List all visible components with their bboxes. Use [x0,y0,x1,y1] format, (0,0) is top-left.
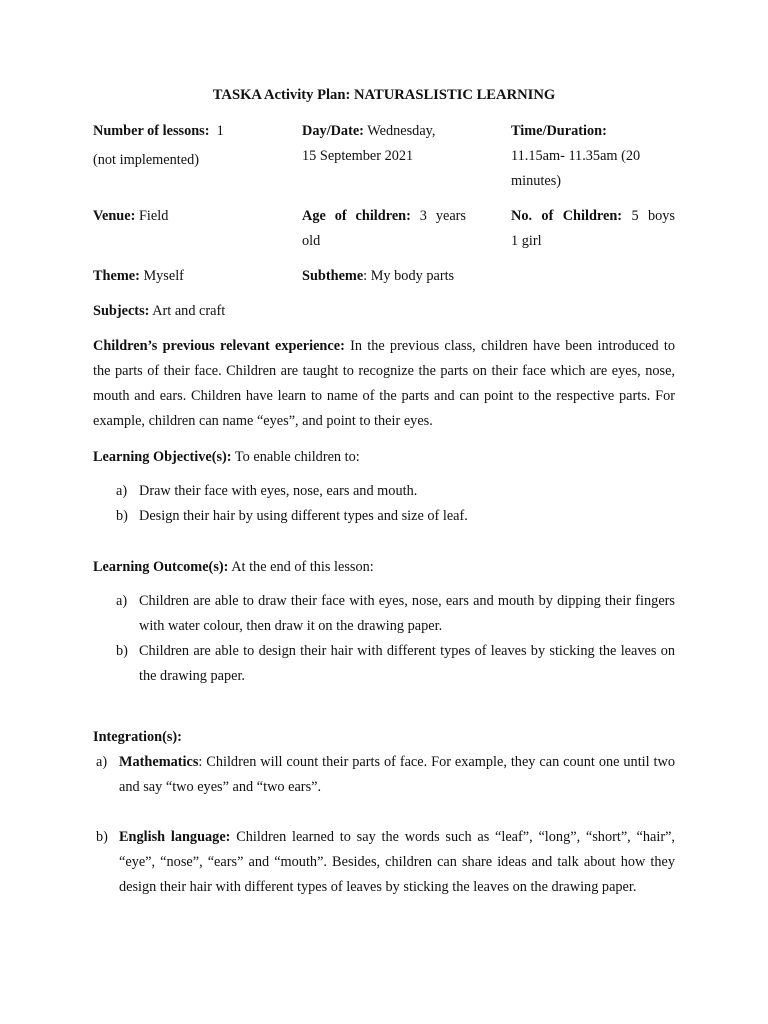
venue-field [93,206,168,226]
age-label: Age of children: [302,208,411,224]
experience-text: In the previous class, children have been introduced to the parts of their face. Children are taught to recognize the parts on their face which are eyes, nose, mouth and ears. Children have learn to name of the parts and can point to the respective parts. For example, children can name “eyes”, and point to their eyes. [93,338,675,429]
integration-marker: a) [96,754,108,770]
outcome-marker: b) [116,643,128,659]
outcomes-intro: At the end of this lesson: [231,559,374,575]
theme-field [93,266,184,286]
outcome-item: Children are able to draw their face with eyes, nose, ears and mouth by dipping their fingers with water colour, then draw it on the drawing paper. [139,593,675,634]
subjects-field [93,301,225,321]
objective-marker: a) [116,483,128,499]
objectives-heading [93,447,360,467]
integration-item-english [119,825,675,901]
time-value-cont: minutes) [511,173,562,189]
children-count-cont: 1 girl [511,233,542,249]
venue-value: Field [138,208,169,224]
outcome-marker: a) [116,593,128,609]
objective-item: Draw their face with eyes, nose, ears and mouth. [139,483,418,499]
theme-label: Theme: [93,268,140,284]
integration-item-mathematics [119,750,675,800]
objective-marker: b) [116,508,128,524]
theme-value: Myself [143,268,184,284]
date-value: 15 September 2021 [302,148,414,164]
integration-marker: b) [96,829,108,845]
day-label: Day/Date: [302,123,364,139]
children-count-value: 5 boys [631,208,675,224]
time-label: Time/Duration: [511,123,607,139]
objectives-label: Learning Objective(s): [93,449,232,465]
time-value: 11.15am- 11.35am (20 [511,148,641,164]
lessons-label: Number of lessons: [93,123,210,139]
children-count-label: No. of Children: [511,208,623,224]
children-count-field [511,206,675,226]
venue-label: Venue: [93,208,136,224]
integration-title: Mathematics [119,754,199,770]
day-value: Wednesday, [367,123,436,139]
integrations-heading: Integration(s): [93,729,182,745]
outcomes-label: Learning Outcome(s): [93,559,229,575]
day-field [302,121,435,141]
document-title: TASKA Activity Plan: NATURASLISTIC LEARNING [212,87,556,103]
objectives-intro: To enable children to: [234,449,360,465]
experience-label: Children’s previous relevant experience: [93,338,345,354]
subtheme-label: Subtheme [302,268,364,284]
age-field [302,206,466,226]
integration-text: : Children will count their parts of face. For example, they can count one until two and say “two eyes” and “two ears”. [119,754,675,796]
integration-text: Children learned to say the words such as “leaf”, “long”, “short”, “hair”, “eye”, “nose”, “ears” and “mouth”. Besides, children can share ideas and talk about how they design their hair with different types of leaves by sticking the leaves on the drawing paper. [119,829,676,896]
objective-item: Design their hair by using different types and size of leaf. [139,508,468,524]
subtheme-value: : My body parts [363,268,455,284]
age-value: 3 years [419,208,466,224]
subjects-value: Art and craft [152,303,226,319]
lessons-note: (not implemented) [93,152,200,168]
integration-title: English language: [119,829,231,845]
lessons-field [93,121,224,141]
outcome-item: Children are able to design their hair with different types of leaves by sticking the leaves on the drawing paper. [139,643,675,684]
subtheme-field [302,266,454,286]
age-value-cont: old [302,233,321,249]
outcomes-heading [93,557,374,577]
lessons-value: 1 [216,123,224,139]
subjects-label: Subjects: [93,303,150,319]
experience-paragraph [93,334,675,434]
